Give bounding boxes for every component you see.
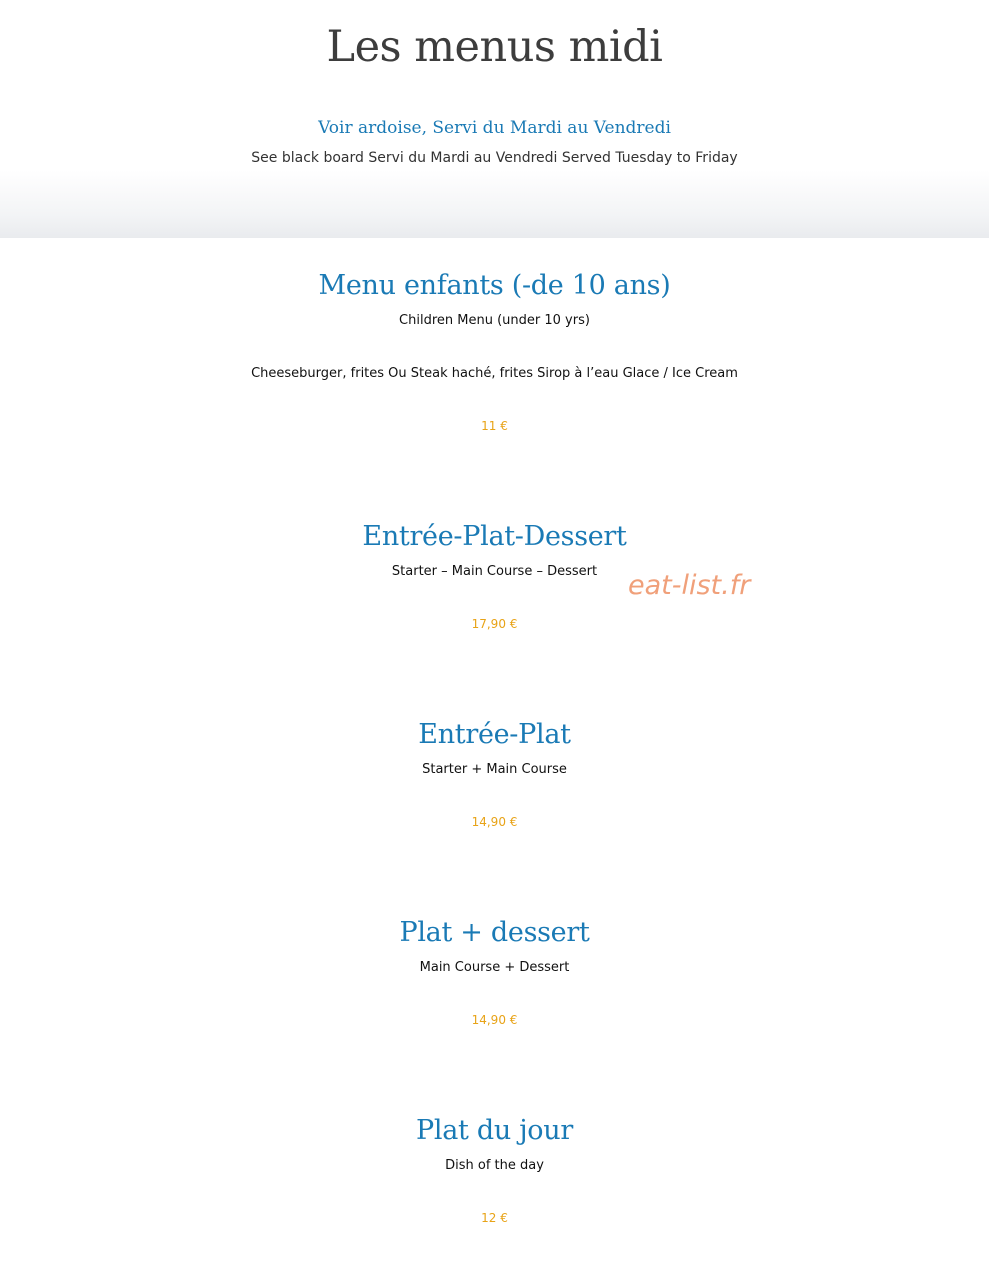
menu-subtitle: Dish of the day (445, 1158, 544, 1173)
page-title: Les menus midi (326, 22, 663, 72)
menu-section-plat-dessert (0, 917, 989, 1027)
menu-price: 11 € (481, 419, 508, 433)
menu-section-entree-plat (0, 719, 989, 829)
menu-title: Entrée-Plat-Dessert (362, 521, 627, 552)
menu-price: 14,90 € (471, 815, 518, 829)
page-header (0, 0, 989, 238)
menu-price: 12 € (481, 1211, 508, 1225)
menu-price: 14,90 € (471, 1013, 518, 1027)
menu-subtitle: Starter + Main Course (422, 762, 567, 777)
menu-subtitle: Main Course + Dessert (419, 960, 570, 975)
menu-section-plat-du-jour (0, 1115, 989, 1225)
menu-title: Plat + dessert (399, 917, 590, 948)
watermark: eat-list.fr (628, 570, 751, 601)
menu-description: Cheeseburger, frites Ou Steak haché, frites Sirop à l’eau Glace / Ice Cream (251, 366, 738, 381)
menu-section-enfants (0, 270, 989, 433)
header-note: See black board Servi du Mardi au Vendredi Served Tuesday to Friday (251, 150, 738, 166)
menu-section-entree-plat-dessert (0, 521, 989, 631)
menu-price: 17,90 € (471, 617, 518, 631)
menu-title: Menu enfants (-de 10 ans) (318, 270, 671, 301)
menu-title: Plat du jour (416, 1115, 573, 1146)
header-subtitle: Voir ardoise, Servi du Mardi au Vendredi (318, 118, 671, 138)
menu-subtitle: Children Menu (under 10 yrs) (399, 313, 590, 328)
menu-subtitle: Starter – Main Course – Dessert (391, 564, 598, 579)
menu-title: Entrée-Plat (418, 719, 571, 750)
